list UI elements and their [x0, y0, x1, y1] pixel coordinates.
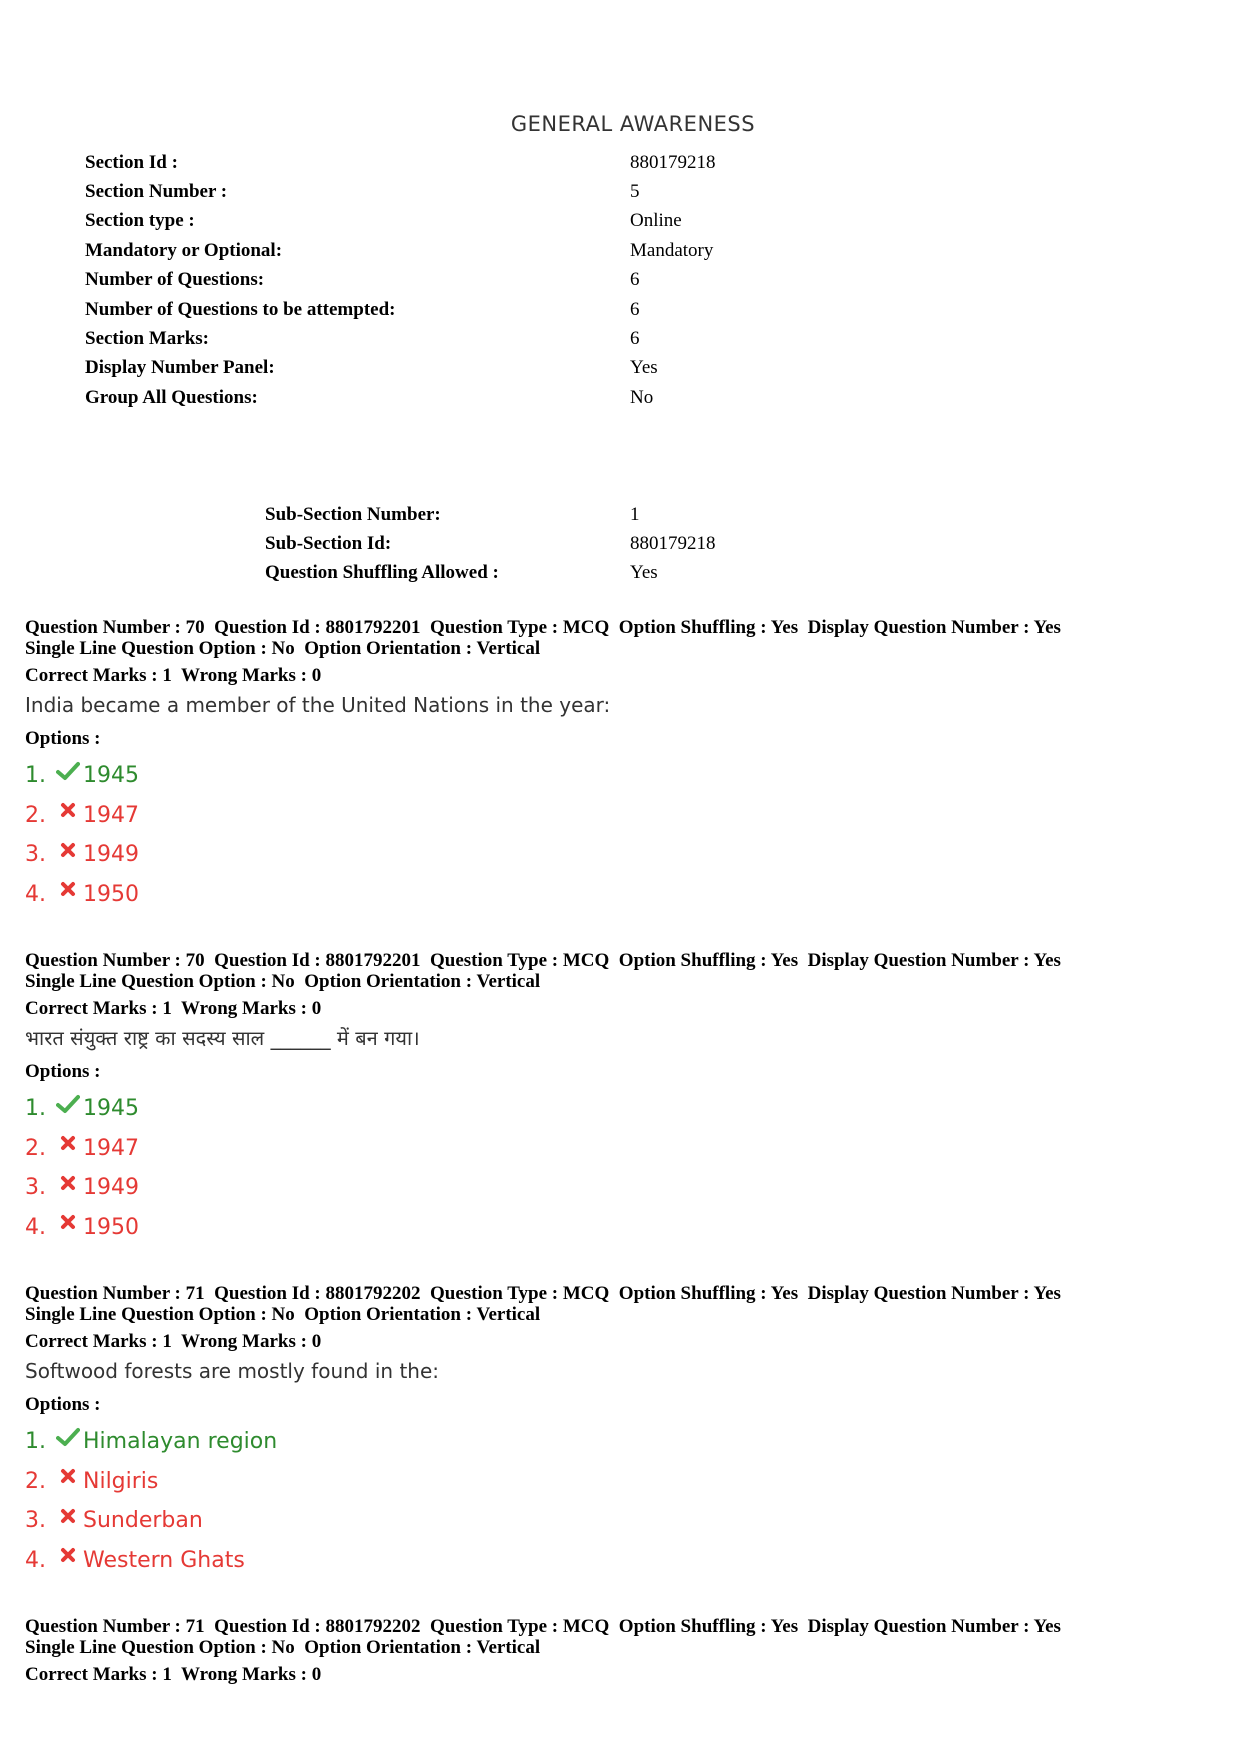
question-marks: Correct Marks : 1 Wrong Marks : 0	[25, 665, 322, 686]
question-marks: Correct Marks : 1 Wrong Marks : 0	[25, 998, 322, 1019]
question-meta: Single Line Question Option : No Option Orientation : Vertical	[25, 1304, 541, 1325]
cross-icon	[53, 842, 83, 858]
question-text: भारत संयुक्त राष्ट्र का सदस्य साल ______ में बन गया।	[25, 1026, 420, 1050]
question-text: Softwood forests are mostly found in the:	[25, 1359, 440, 1383]
cross-icon	[53, 1468, 83, 1484]
section-row: Number of Questions to be attempted: 6	[85, 298, 640, 320]
question-marks: Correct Marks : 1 Wrong Marks : 0	[25, 1331, 322, 1352]
cross-icon	[53, 1175, 83, 1191]
section-row: Group All Questions: No	[85, 386, 654, 408]
option-item: 2. 1947	[25, 1135, 139, 1161]
question-block	[25, 1616, 1225, 1685]
cross-icon	[53, 802, 83, 818]
subsection-details	[265, 500, 716, 588]
cross-icon	[53, 881, 83, 897]
cross-icon	[53, 1547, 83, 1563]
option-item: 3. 1949	[25, 1175, 139, 1201]
section-row: Number of Questions: 6	[85, 269, 640, 291]
section-row: Section Number : 5	[85, 181, 640, 203]
options-label: Options :	[25, 1061, 101, 1082]
question-meta: Question Number : 70 Question Id : 8801792201 Question Type : MCQ Option Shuffling : Yes Display Question Number : Yes	[25, 617, 1061, 638]
question-meta: Single Line Question Option : No Option Orientation : Vertical	[25, 971, 541, 992]
question-marks: Correct Marks : 1 Wrong Marks : 0	[25, 1664, 322, 1685]
option-item: 2. 1947	[25, 802, 139, 828]
question-block	[25, 1283, 1225, 1580]
question-block	[25, 950, 1225, 1247]
section-row: Section type : Online	[85, 210, 682, 232]
check-icon	[53, 761, 83, 781]
option-item: 1. Himalayan region	[25, 1422, 1225, 1462]
option-item: 4. 1950	[25, 881, 139, 907]
question-meta: Question Number : 71 Question Id : 8801792202 Question Type : MCQ Option Shuffling : Yes Display Question Number : Yes	[25, 1616, 1061, 1637]
options-list	[25, 756, 1225, 914]
question-block	[25, 617, 1225, 914]
section-title: GENERAL AWARENESS	[510, 112, 756, 136]
section-row: Mandatory or Optional: Mandatory	[85, 239, 714, 261]
check-icon	[53, 1094, 83, 1114]
option-item: 1. 1945	[25, 756, 1225, 796]
question-text: India became a member of the United Nations in the year:	[25, 693, 611, 717]
option-item: 4. 1950	[25, 1214, 139, 1240]
section-row: Section Id : 880179218	[85, 151, 716, 173]
options-label: Options :	[25, 728, 101, 749]
question-meta: Single Line Question Option : No Option Orientation : Vertical	[25, 1637, 541, 1658]
subsection-row: Sub-Section Id: 880179218	[265, 533, 716, 555]
question-meta: Single Line Question Option : No Option Orientation : Vertical	[25, 638, 541, 659]
cross-icon	[53, 1508, 83, 1524]
section-details	[85, 148, 716, 413]
question-meta: Question Number : 71 Question Id : 8801792202 Question Type : MCQ Option Shuffling : Yes Display Question Number : Yes	[25, 1283, 1061, 1304]
option-item: 1. 1945	[25, 1089, 1225, 1129]
section-row: Section Marks: 6	[85, 328, 640, 350]
option-item: 4. Western Ghats	[25, 1547, 245, 1573]
options-list	[25, 1089, 1225, 1247]
option-item: 3. Sunderban	[25, 1508, 203, 1534]
options-label: Options :	[25, 1394, 101, 1415]
cross-icon	[53, 1214, 83, 1230]
subsection-row: Sub-Section Number: 1	[265, 503, 640, 525]
cross-icon	[53, 1135, 83, 1151]
section-row: Display Number Panel: Yes	[85, 357, 658, 379]
options-list	[25, 1422, 1225, 1580]
check-icon	[53, 1427, 83, 1447]
option-item: 2. Nilgiris	[25, 1468, 159, 1494]
option-item: 3. 1949	[25, 842, 139, 868]
question-meta: Question Number : 70 Question Id : 8801792201 Question Type : MCQ Option Shuffling : Yes Display Question Number : Yes	[25, 950, 1061, 971]
subsection-row: Question Shuffling Allowed : Yes	[265, 562, 658, 584]
